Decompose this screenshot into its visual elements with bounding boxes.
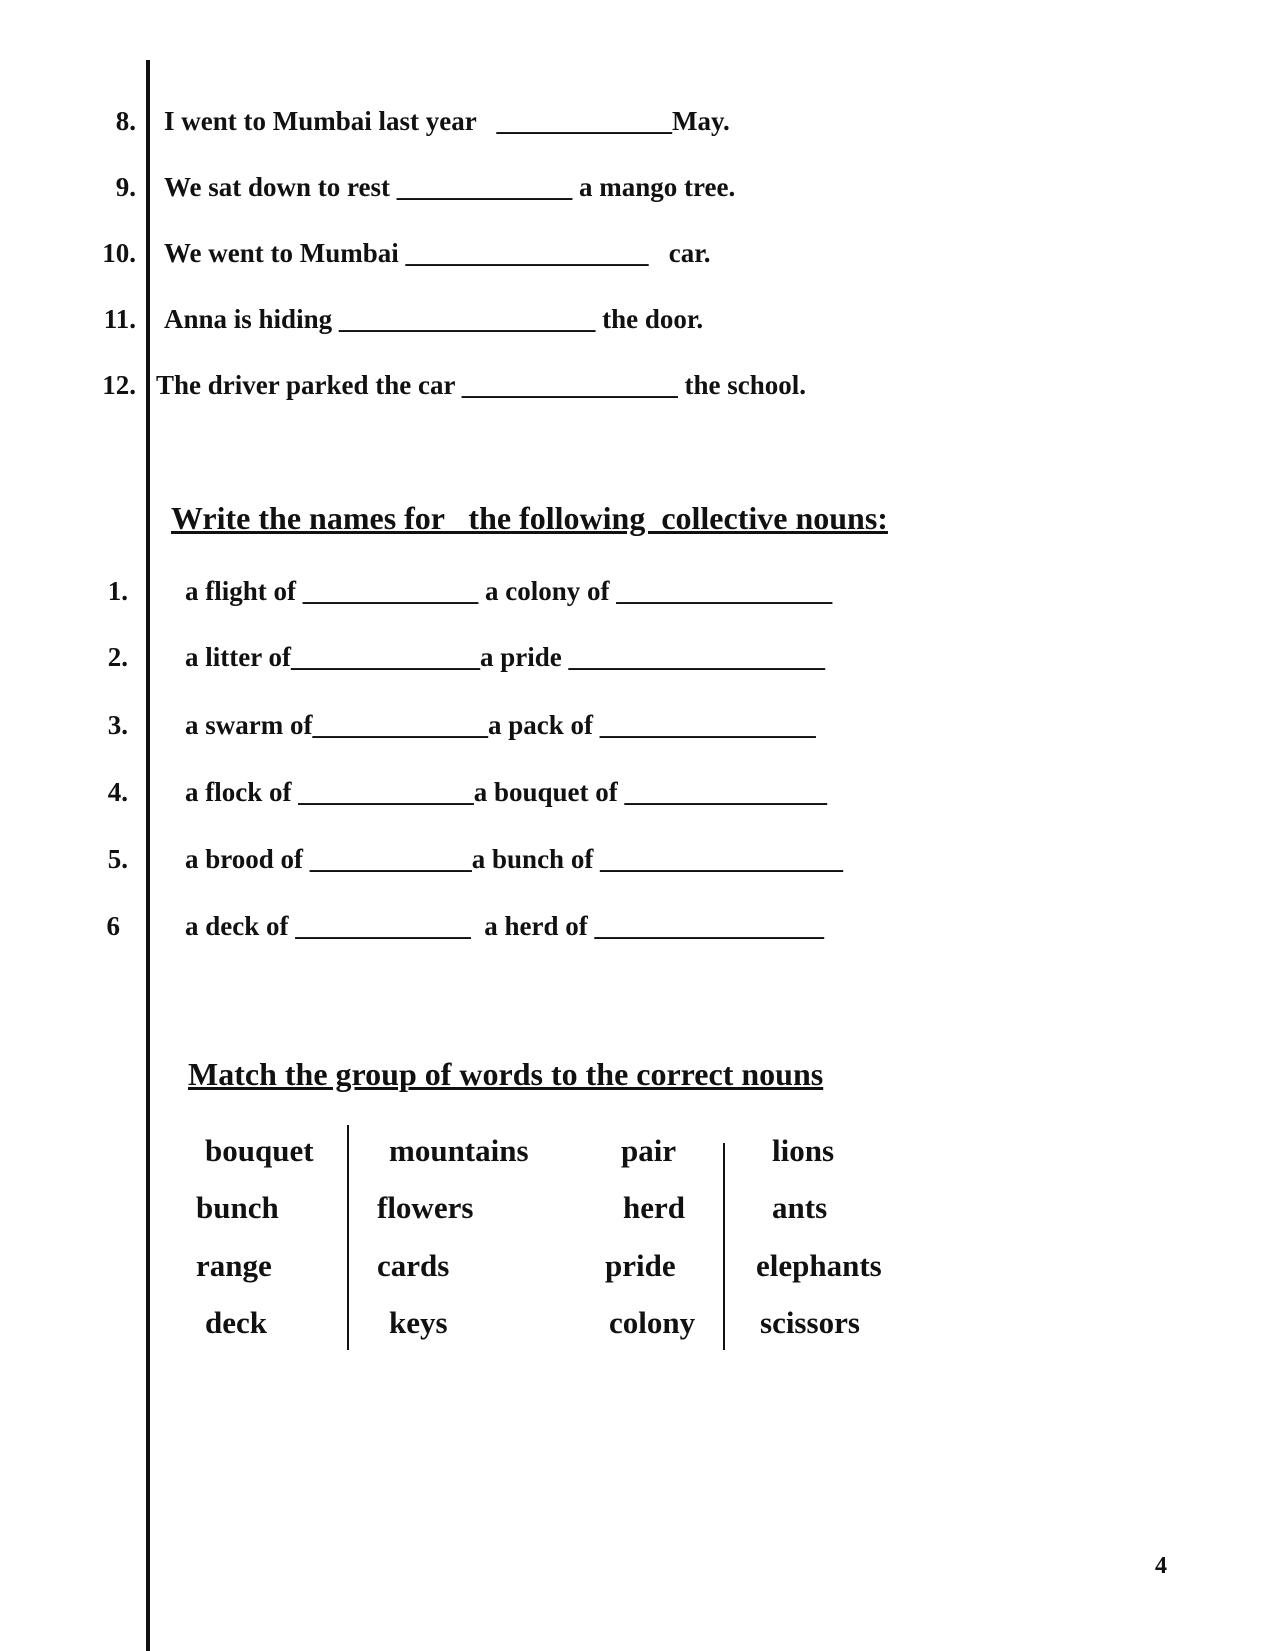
match-word: elephants <box>756 1248 882 1283</box>
match-word: mountains <box>389 1133 529 1168</box>
sentence-text: We sat down to rest _____________ a mango tree. <box>164 172 736 202</box>
match-word: deck <box>205 1305 267 1340</box>
collective-line: a swarm of_____________a pack of ________________ <box>185 710 816 740</box>
collective-line: a litter of______________a pride ___________________ <box>185 642 825 672</box>
match-word: cards <box>377 1248 450 1283</box>
item-number: 10. <box>102 238 136 268</box>
sentence-text: I went to Mumbai last year _____________May. <box>164 106 730 136</box>
left-margin-rule <box>146 60 150 1651</box>
match-word: bouquet <box>205 1133 314 1168</box>
match-word: lions <box>772 1133 835 1168</box>
match-word: ants <box>772 1190 828 1225</box>
match-word: pride <box>605 1248 676 1283</box>
match-word: colony <box>609 1305 696 1340</box>
sentence-text: We went to Mumbai __________________ car. <box>164 238 711 268</box>
match-word: range <box>196 1248 272 1283</box>
collective-nouns-heading: Write the names for the following collective nouns: <box>171 500 888 536</box>
match-word: scissors <box>760 1305 860 1340</box>
item-number: 8. <box>115 106 136 136</box>
match-word: bunch <box>196 1190 279 1225</box>
collective-line: a flock of _____________a bouquet of _______________ <box>185 777 828 807</box>
collective-line: a brood of ____________a bunch of __________________ <box>185 844 844 874</box>
item-number: 4. <box>107 777 128 807</box>
sentence-text: Anna is hiding ___________________ the door. <box>164 304 704 334</box>
column-divider <box>347 1125 349 1350</box>
column-divider <box>723 1143 725 1350</box>
match-word: keys <box>389 1305 448 1340</box>
item-number: 5. <box>107 844 128 874</box>
item-number: 12. <box>102 370 136 400</box>
match-word: herd <box>623 1190 685 1225</box>
item-number: 11. <box>103 304 136 334</box>
item-number: 6 <box>106 911 120 941</box>
item-number: 9. <box>115 172 136 202</box>
match-word: pair <box>621 1133 677 1168</box>
page-number: 4 <box>1155 1553 1167 1579</box>
item-number: 1. <box>107 576 128 606</box>
item-number: 2. <box>107 642 128 672</box>
match-heading: Match the group of words to the correct nouns <box>188 1056 824 1092</box>
match-word: flowers <box>377 1190 474 1225</box>
collective-line: a deck of _____________ a herd of _________________ <box>185 911 824 941</box>
collective-line: a flight of _____________ a colony of ________________ <box>185 576 833 606</box>
item-number: 3. <box>107 710 128 740</box>
sentence-text: The driver parked the car ________________ the school. <box>156 370 806 400</box>
